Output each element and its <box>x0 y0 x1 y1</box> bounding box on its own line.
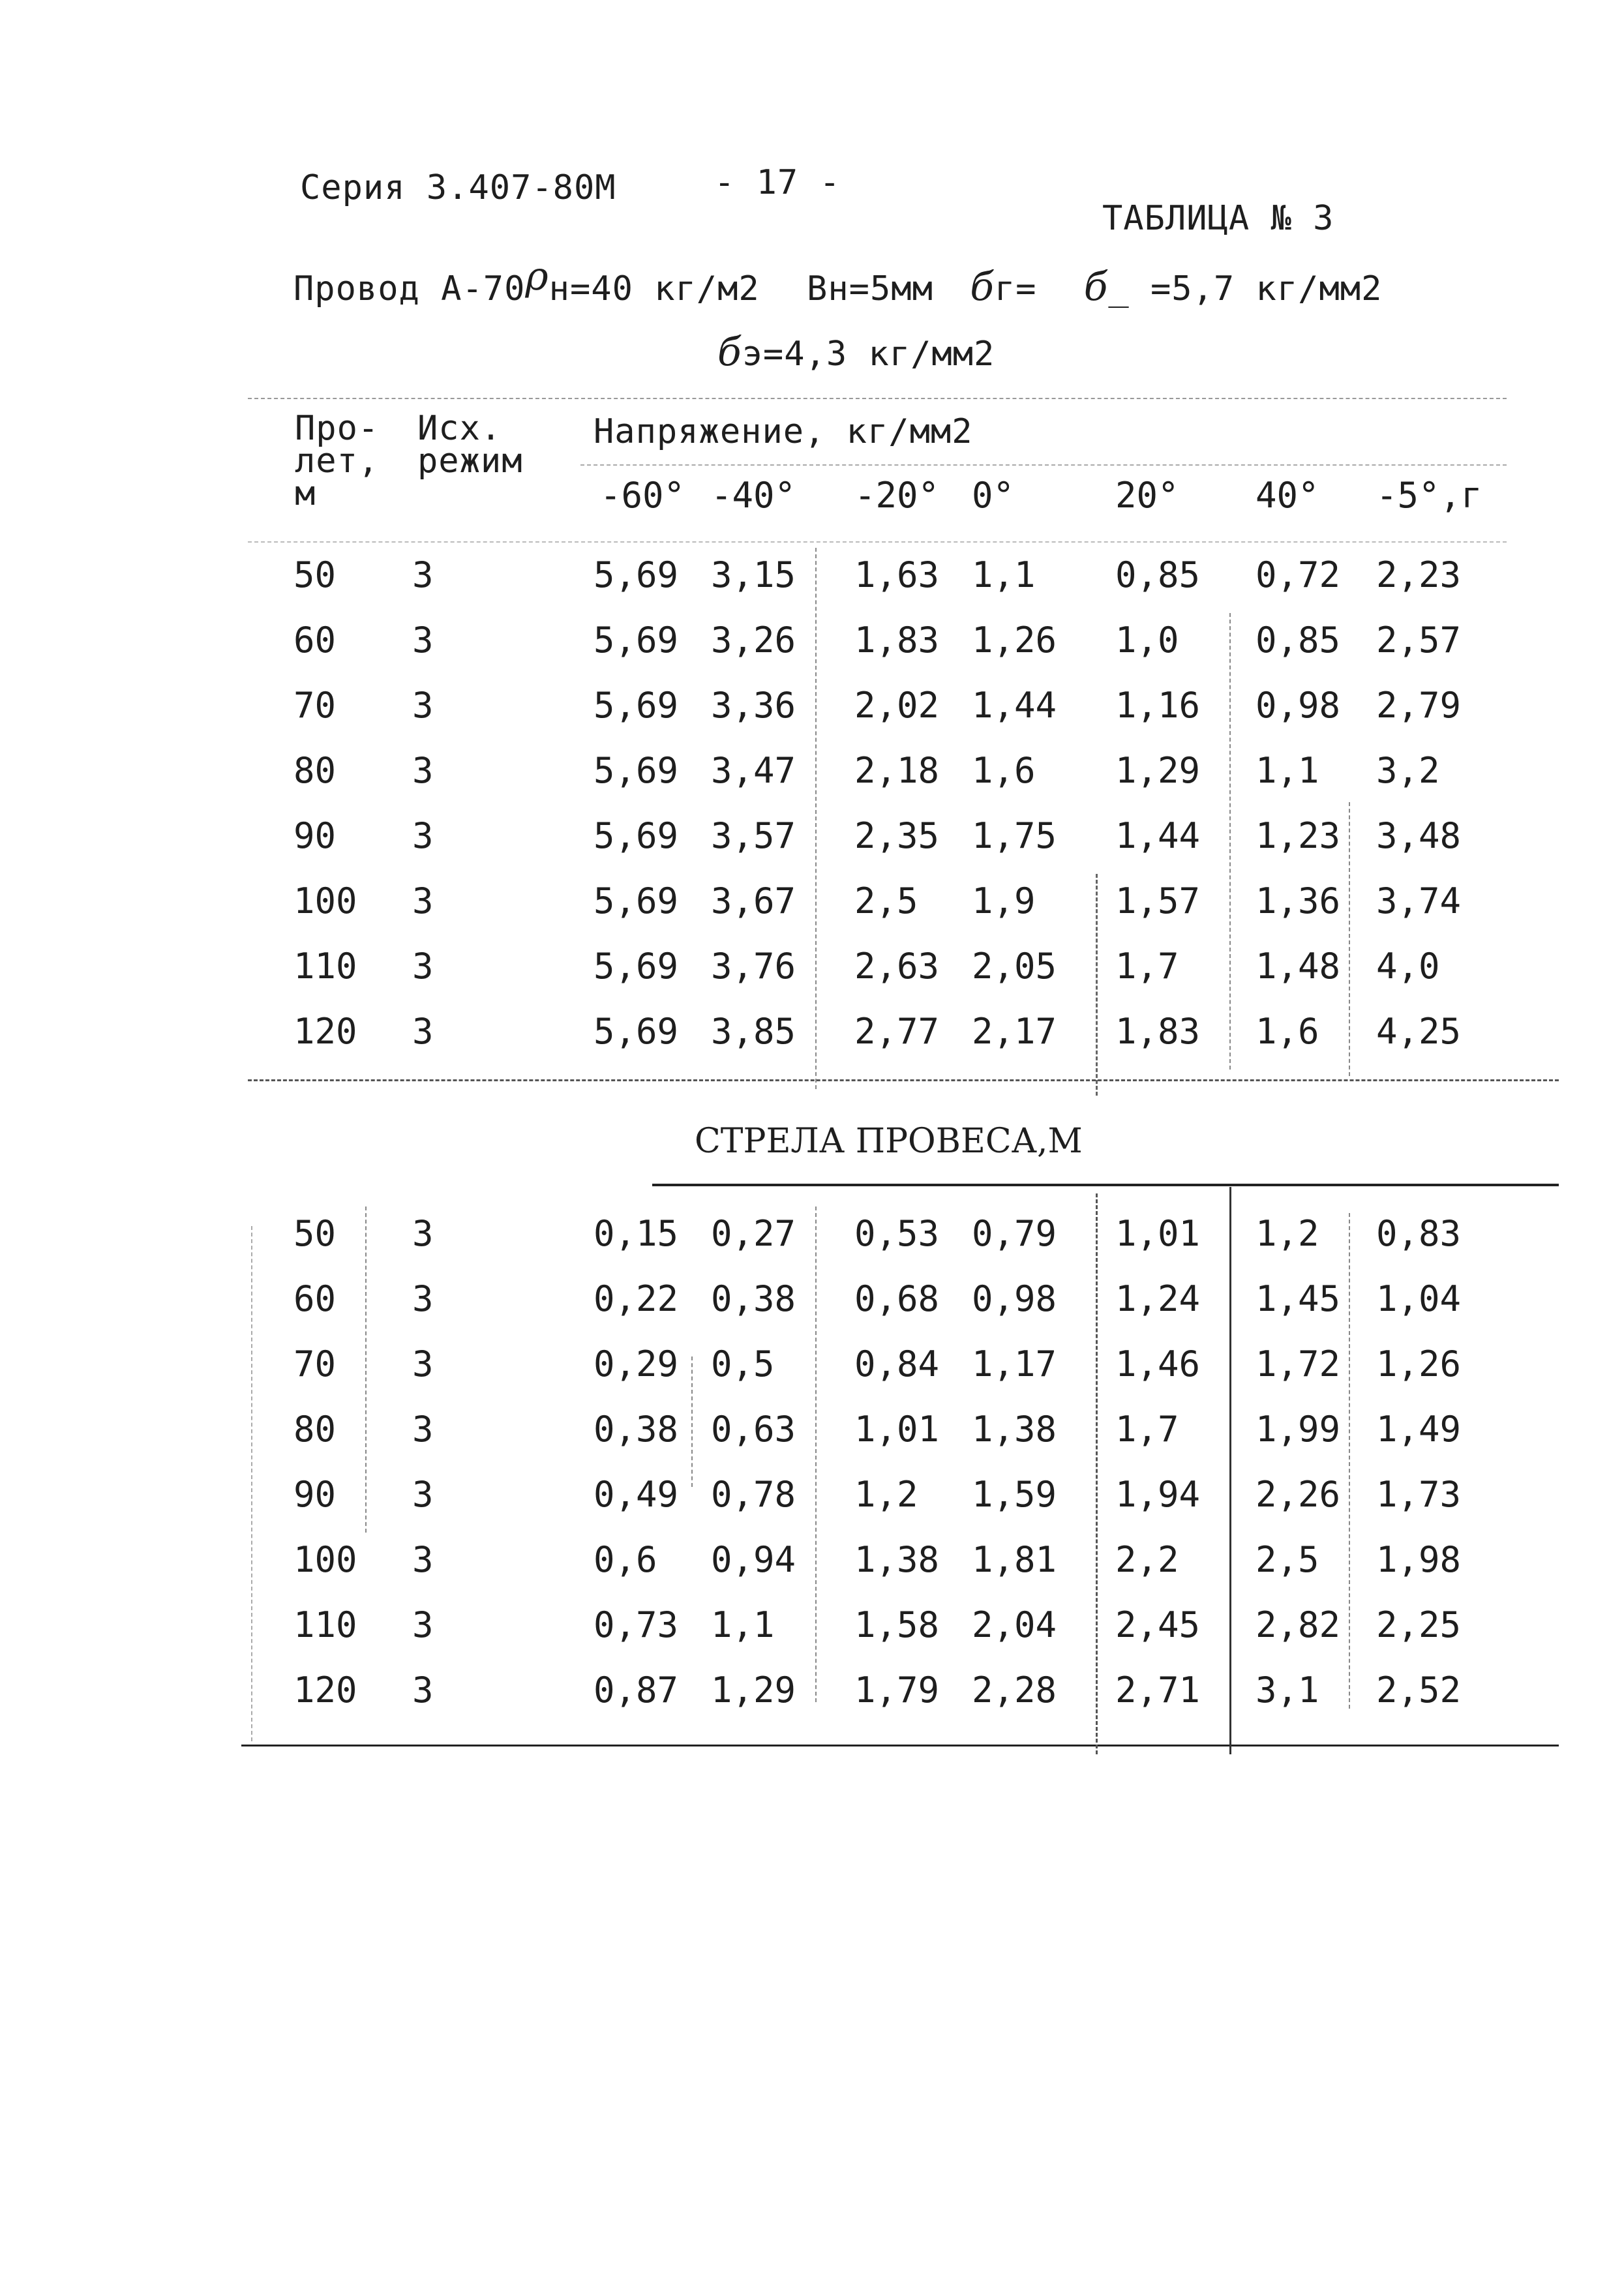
col-separator <box>1229 1187 1231 1754</box>
mode-cell: 3 <box>412 1539 434 1580</box>
value-cell: 3,15 <box>711 554 796 595</box>
value-cell: 2,28 <box>972 1670 1057 1711</box>
value-cell: 1,9 <box>972 880 1036 922</box>
value-cell: 1,6 <box>972 750 1036 791</box>
span-cell: 110 <box>293 946 357 987</box>
value-cell: 1,0 <box>1115 620 1179 661</box>
span-cell: 60 <box>293 1278 337 1319</box>
span-cell: 80 <box>293 1409 337 1450</box>
value-cell: 1,83 <box>1115 1011 1201 1052</box>
temperature-header: -5°,г <box>1376 475 1482 516</box>
col-separator <box>815 548 817 1089</box>
value-cell: 1,7 <box>1115 946 1179 987</box>
value-cell: 2,52 <box>1376 1670 1462 1711</box>
span-cell: 70 <box>293 685 337 726</box>
mode-cell: 3 <box>412 750 434 791</box>
value-cell: 0,49 <box>594 1474 679 1515</box>
value-cell: 1,58 <box>854 1604 940 1645</box>
sag-title-rule <box>652 1184 1559 1186</box>
value-cell: 1,26 <box>1376 1343 1462 1385</box>
value-cell: 0,63 <box>711 1409 796 1450</box>
mode-cell: 3 <box>412 1604 434 1645</box>
wall-thickness: Вн=5мм <box>807 269 933 308</box>
mode-cell: 3 <box>412 620 434 661</box>
col-separator <box>1096 874 1098 1096</box>
value-cell: 4,0 <box>1376 946 1440 987</box>
value-cell: 1,01 <box>854 1409 940 1450</box>
sigma-g-symbol: б <box>970 264 995 310</box>
value-cell: 3,47 <box>711 750 796 791</box>
value-cell: 0,38 <box>711 1278 796 1319</box>
value-cell: 3,76 <box>711 946 796 987</box>
value-cell: 1,63 <box>854 554 940 595</box>
col-separator <box>815 1206 817 1702</box>
col-separator <box>251 1226 252 1741</box>
value-cell: 1,75 <box>972 815 1057 856</box>
header-sub-rule <box>580 464 1507 466</box>
value-cell: 0,79 <box>972 1213 1057 1254</box>
value-cell: 5,69 <box>594 685 679 726</box>
value-cell: 1,46 <box>1115 1343 1201 1385</box>
col-separator <box>1229 613 1231 1070</box>
sigma-e-symbol: б <box>717 329 742 375</box>
wire-prefix: Провод А-70 <box>293 269 526 308</box>
value-cell: 5,69 <box>594 554 679 595</box>
value-cell: 1,1 <box>711 1604 775 1645</box>
value-cell: 3,85 <box>711 1011 796 1052</box>
value-cell: 0,6 <box>594 1539 657 1580</box>
span-cell: 50 <box>293 554 337 595</box>
temperature-header: -20° <box>854 475 940 516</box>
rho-symbol: ρ <box>525 254 549 299</box>
col-separator <box>1096 1193 1098 1754</box>
span-cell: 80 <box>293 750 337 791</box>
span-header <box>295 409 380 513</box>
value-cell: 2,25 <box>1376 1604 1462 1645</box>
mode-cell: 3 <box>412 1011 434 1052</box>
value-cell: 1,59 <box>972 1474 1057 1515</box>
span-cell: 100 <box>293 1539 357 1580</box>
value-cell: 3,57 <box>711 815 796 856</box>
span-cell: 110 <box>293 1604 357 1645</box>
sag-title: СТРЕЛА ПРОВЕСА,М <box>695 1122 1083 1161</box>
value-cell: 1,38 <box>972 1409 1057 1450</box>
value-cell: 3,26 <box>711 620 796 661</box>
value-cell: 2,2 <box>1115 1539 1179 1580</box>
temperature-header: -60° <box>600 475 685 516</box>
value-cell: 1,23 <box>1256 815 1341 856</box>
value-cell: 0,72 <box>1256 554 1341 595</box>
header-bottom-rule <box>248 541 1507 543</box>
value-cell: 5,69 <box>594 1011 679 1052</box>
value-cell: 2,5 <box>854 880 918 922</box>
value-cell: 4,25 <box>1376 1011 1462 1052</box>
value-cell: 0,15 <box>594 1213 679 1254</box>
value-cell: 0,85 <box>1115 554 1201 595</box>
value-cell: 1,49 <box>1376 1409 1462 1450</box>
value-cell: 1,6 <box>1256 1011 1319 1052</box>
value-cell: 0,22 <box>594 1278 679 1319</box>
value-cell: 0,87 <box>594 1670 679 1711</box>
value-cell: 0,84 <box>854 1343 940 1385</box>
span-header-line3: м <box>295 474 316 513</box>
value-cell: 0,85 <box>1256 620 1341 661</box>
mode-cell: 3 <box>412 1409 434 1450</box>
stress-bottom-rule <box>248 1079 1559 1081</box>
table-top-rule <box>248 398 1507 399</box>
value-cell: 2,71 <box>1115 1670 1201 1711</box>
span-cell: 60 <box>293 620 337 661</box>
wire-params-line <box>293 254 1383 310</box>
mode-cell: 3 <box>412 554 434 595</box>
value-cell: 1,81 <box>972 1539 1057 1580</box>
value-cell: 3,74 <box>1376 880 1462 922</box>
span-cell: 70 <box>293 1343 337 1385</box>
value-cell: 5,69 <box>594 620 679 661</box>
span-header-line2: лет, <box>295 442 380 481</box>
value-cell: 5,69 <box>594 750 679 791</box>
value-cell: 2,45 <box>1115 1604 1201 1645</box>
rho-value: н=40 кг/м2 <box>549 269 760 308</box>
temperature-header: 40° <box>1256 475 1319 516</box>
col-separator <box>365 1206 367 1533</box>
value-cell: 2,23 <box>1376 554 1462 595</box>
value-cell: 1,1 <box>1256 750 1319 791</box>
value-cell: 3,2 <box>1376 750 1440 791</box>
span-cell: 90 <box>293 815 337 856</box>
value-cell: 2,18 <box>854 750 940 791</box>
value-cell: 5,69 <box>594 815 679 856</box>
value-cell: 1,1 <box>972 554 1036 595</box>
mode-cell: 3 <box>412 1474 434 1515</box>
value-cell: 1,2 <box>1256 1213 1319 1254</box>
value-cell: 1,7 <box>1115 1409 1179 1450</box>
span-cell: 90 <box>293 1474 337 1515</box>
mode-cell: 3 <box>412 946 434 987</box>
value-cell: 1,38 <box>854 1539 940 1580</box>
value-cell: 2,35 <box>854 815 940 856</box>
span-cell: 120 <box>293 1011 357 1052</box>
value-cell: 2,04 <box>972 1604 1057 1645</box>
value-cell: 3,48 <box>1376 815 1462 856</box>
mode-cell: 3 <box>412 1670 434 1711</box>
sigma-e-value: э=4,3 кг/мм2 <box>742 335 995 374</box>
value-cell: 5,69 <box>594 880 679 922</box>
value-cell: 1,26 <box>972 620 1057 661</box>
temperature-header: 0° <box>972 475 1015 516</box>
value-cell: 5,69 <box>594 946 679 987</box>
value-cell: 0,98 <box>972 1278 1057 1319</box>
value-cell: 2,77 <box>854 1011 940 1052</box>
mode-cell: 3 <box>412 685 434 726</box>
value-cell: 3,67 <box>711 880 796 922</box>
value-cell: 2,05 <box>972 946 1057 987</box>
value-cell: 0,94 <box>711 1539 796 1580</box>
value-cell: 1,29 <box>711 1670 796 1711</box>
value-cell: 2,02 <box>854 685 940 726</box>
value-cell: 3,36 <box>711 685 796 726</box>
value-cell: 0,73 <box>594 1604 679 1645</box>
value-cell: 1,01 <box>1115 1213 1201 1254</box>
mode-header-line2: режим <box>417 442 523 481</box>
value-cell: 0,68 <box>854 1278 940 1319</box>
value-cell: 1,48 <box>1256 946 1341 987</box>
stress-header: Напряжение, кг/мм2 <box>594 412 973 451</box>
value-cell: 1,79 <box>854 1670 940 1711</box>
sigma-minus-symbol: б <box>1083 264 1109 310</box>
value-cell: 1,16 <box>1115 685 1201 726</box>
col-separator <box>1349 1213 1350 1709</box>
span-cell: 120 <box>293 1670 357 1711</box>
value-cell: 1,72 <box>1256 1343 1341 1385</box>
value-cell: 0,78 <box>711 1474 796 1515</box>
value-cell: 2,17 <box>972 1011 1057 1052</box>
series-label: Серия 3.407-80М <box>300 168 616 207</box>
table-label: ТАБЛИЦА № 3 <box>1102 199 1334 238</box>
value-cell: 2,82 <box>1256 1604 1341 1645</box>
value-cell: 2,57 <box>1376 620 1462 661</box>
value-cell: 0,5 <box>711 1343 775 1385</box>
span-cell: 50 <box>293 1213 337 1254</box>
value-cell: 1,83 <box>854 620 940 661</box>
mode-header-line1: Исх. <box>417 409 502 448</box>
value-cell: 1,73 <box>1376 1474 1462 1515</box>
table-bottom-rule <box>241 1745 1559 1746</box>
value-cell: 1,04 <box>1376 1278 1462 1319</box>
temperature-header: -40° <box>711 475 796 516</box>
value-cell: 0,98 <box>1256 685 1341 726</box>
value-cell: 2,5 <box>1256 1539 1319 1580</box>
value-cell: 1,24 <box>1115 1278 1201 1319</box>
value-cell: 0,29 <box>594 1343 679 1385</box>
sigma-e-line <box>717 329 995 375</box>
value-cell: 1,98 <box>1376 1539 1462 1580</box>
value-cell: 0,27 <box>711 1213 796 1254</box>
mode-cell: 3 <box>412 1278 434 1319</box>
value-cell: 1,44 <box>1115 815 1201 856</box>
value-cell: 2,79 <box>1376 685 1462 726</box>
mode-cell: 3 <box>412 815 434 856</box>
value-cell: 1,2 <box>854 1474 918 1515</box>
mode-cell: 3 <box>412 1213 434 1254</box>
value-cell: 1,45 <box>1256 1278 1341 1319</box>
value-cell: 1,36 <box>1256 880 1341 922</box>
value-cell: 0,83 <box>1376 1213 1462 1254</box>
col-separator <box>691 1356 693 1487</box>
mode-header <box>417 409 523 481</box>
value-cell: 3,1 <box>1256 1670 1319 1711</box>
value-cell: 0,53 <box>854 1213 940 1254</box>
value-cell: 1,29 <box>1115 750 1201 791</box>
temperature-header: 20° <box>1115 475 1179 516</box>
value-cell: 1,44 <box>972 685 1057 726</box>
span-header-line1: Про- <box>295 409 380 448</box>
value-cell: 1,99 <box>1256 1409 1341 1450</box>
page-number: - 17 - <box>714 163 841 202</box>
sigma-g-label: г= <box>994 269 1037 308</box>
value-cell: 1,57 <box>1115 880 1201 922</box>
col-separator <box>1349 802 1350 1076</box>
span-cell: 100 <box>293 880 357 922</box>
value-cell: 1,94 <box>1115 1474 1201 1515</box>
value-cell: 1,17 <box>972 1343 1057 1385</box>
sigma-minus-value: _ =5,7 кг/мм2 <box>1108 269 1383 308</box>
value-cell: 0,38 <box>594 1409 679 1450</box>
mode-cell: 3 <box>412 880 434 922</box>
value-cell: 2,26 <box>1256 1474 1341 1515</box>
value-cell: 2,63 <box>854 946 940 987</box>
mode-cell: 3 <box>412 1343 434 1385</box>
